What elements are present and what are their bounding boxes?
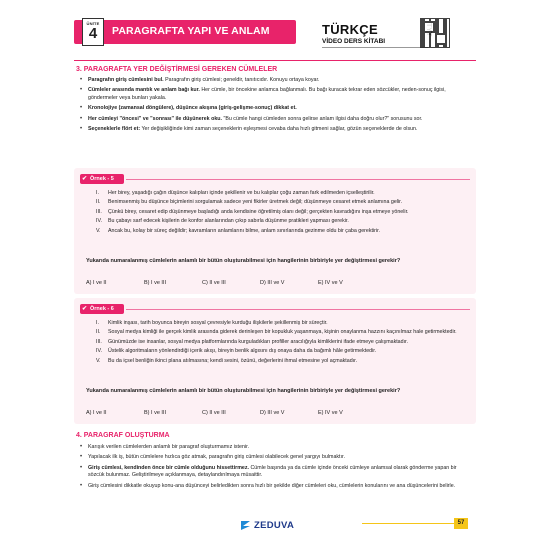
option-d[interactable]: D) III ve V bbox=[260, 280, 285, 286]
list-item: III. Çünkü birey, cesaret edip düşünmeye başladığı anda kendisine öğretilmiş olanı değil; gerçekten kavradığını inşa etmeye yönelir. bbox=[96, 208, 409, 215]
example-divider bbox=[126, 179, 470, 180]
list-item: V. Ancak bu, kolay bir süreç değildir; kavramların anlamlarını bilme, anlam sınırlarında gezinme oldu bir çaba gerektirir. bbox=[96, 227, 381, 234]
list-item: I. Her birey, yaşadığı çağın düşünce kalıpları içinde şekillenir ve bu kalıplar çoğu zaman fark edilmeden içselleştirilir. bbox=[96, 190, 375, 196]
list-item: II. Sosyal medya kimliği ile gerçek kimlik arasında giderek derinleşen bir kopukluk yaşanmaya, kişinin onaylanma hazzını kaçınılmaz hale getirmektedir. bbox=[96, 329, 457, 336]
example-divider bbox=[126, 309, 470, 310]
list-item: IV. Bu çabayı sarf edecek kişilerin de konfor alanlarından çıkıp sabırla düşünme pratikleri yapması gerekir. bbox=[96, 218, 349, 225]
page-number: 57 bbox=[454, 518, 468, 529]
list-item: • Giriş cümlesi, kendinden önce bir cümle olduğunu hissettirmez. Cümle başında ya da cümle içinde önceki cümleye anlamsal olarak gönderme yapan bir sözcük bulunmaz. Geliştirilmeye açıklanmaya, detaylandırılmaya müsaittir. bbox=[80, 465, 470, 480]
page-header bbox=[74, 18, 478, 58]
unit-label: ÜNİTE bbox=[86, 21, 100, 26]
example-5-options bbox=[86, 280, 466, 286]
example-6-options bbox=[86, 410, 466, 416]
header-divider bbox=[74, 60, 476, 61]
option-c[interactable]: C) II ve III bbox=[202, 280, 226, 286]
section-3-list bbox=[80, 77, 470, 137]
check-icon: ✔ bbox=[82, 306, 88, 312]
list-item: III. Günümüzde ise insanlar, sosyal medya platformlarında kurguladıkları profiller aracılığıyla kimliklerini ifade etmeye çalışmaktadır. bbox=[96, 338, 408, 345]
logo-text: ZEDUVA bbox=[254, 520, 295, 531]
example-6-question: Yukarıda numaralanmış cümlelerin anlamlı bir bütün oluşturabilmesi için hangilerinin birbiriyle yer değiştirmesi gerekir? bbox=[86, 388, 401, 394]
list-item: • Her cümleyi "öncesi" ve "sonrası" ile düşünerek oku. "Bu cümle hangi cümleden sonra gelirse anlam ilgisi daha doğru olur?" sorusunu sor. bbox=[80, 116, 470, 123]
brand-sub: VİDEO DERS KİTABI bbox=[322, 38, 386, 45]
example-5-box bbox=[74, 168, 476, 294]
option-e[interactable]: E) IV ve V bbox=[318, 410, 343, 416]
list-item: • Paragrafın giriş cümlesini bul. Paragrafın giriş cümlesi; geneldir, tanıtıcıdır. Konuyu ortaya koyar. bbox=[80, 77, 470, 84]
option-c[interactable]: C) II ve III bbox=[202, 410, 226, 416]
qr-code-icon[interactable] bbox=[420, 18, 450, 48]
list-item: • Karışık verilen cümlelerden anlamlı bir paragraf oluşturmamız istenir. bbox=[80, 444, 470, 451]
list-item: I. Kimlik inşası, tarih boyunca bireyin sosyal çevresiyle kurduğu ilişkilerle şekillenmiş bir süreçtir. bbox=[96, 320, 328, 326]
list-item: V. Bu da içsel benliğin ikinci plana atılmasına; kendi sesini, özünü, değerlerini ihmal etmesine yol açmaktadır. bbox=[96, 357, 358, 364]
unit-box bbox=[82, 18, 104, 46]
section-3-title: 3. PARAGRAFTA YER DEĞİŞTİRMESİ GEREKEN CÜMLELER bbox=[76, 66, 278, 73]
example-6-badge: ✔ Örnek - 6 bbox=[80, 304, 124, 314]
zeduva-logo-icon bbox=[240, 520, 251, 531]
option-e[interactable]: E) IV ve V bbox=[318, 280, 343, 286]
chapter-title: PARAGRAFTA YAPI VE ANLAM bbox=[112, 25, 270, 37]
page bbox=[72, 10, 478, 538]
section-4-title: 4. PARAGRAF OLUŞTURMA bbox=[76, 432, 170, 439]
page-number-rule bbox=[362, 523, 454, 524]
list-item: • Cümleler arasında mantık ve anlam bağı kur. Her cümle, bir öncekine anlamca bağlanmalı. Bu bağı kuracak tekrar eden sözcükler, neden-sonuç ilgisi, göndermeler veya bunları yakala. bbox=[80, 87, 470, 102]
option-a[interactable]: A) I ve II bbox=[86, 410, 107, 416]
list-item: • Giriş cümlesini dikkatle okuyup konu-ana düşünceyi belirledikten sonra hızlı bir şekilde diğer cümleleri oku, cümlelerin konularını ve ana düşüncelerini belirle. bbox=[80, 483, 470, 490]
option-a[interactable]: A) I ve II bbox=[86, 280, 107, 286]
option-b[interactable]: B) I ve III bbox=[144, 280, 167, 286]
list-item: • Seçeneklerle flört et: Yer değişikliğinde kimi zaman seçeneklerin eşleşmesi cevaba daha hızlı gitmeni sağlar, gözün seçeneklerde de olsun. bbox=[80, 126, 470, 133]
brand-divider bbox=[322, 47, 428, 48]
list-item: IV. Üstelik algoritmaların yönlendirdiği içerik akışı, bireyin benlik algısını dış onaya daha da bağımlı hâle getirmektedir. bbox=[96, 348, 377, 355]
example-5-sentences bbox=[96, 190, 466, 237]
example-5-question: Yukarıda numaralanmış cümlelerin anlamlı bir bütün oluşturabilmesi için hangilerinin birbiriyle yer değiştirmesi gerekir? bbox=[86, 258, 401, 264]
example-5-badge: ✔ Örnek - 5 bbox=[80, 174, 124, 184]
option-d[interactable]: D) III ve V bbox=[260, 410, 285, 416]
brand-main: TÜRKÇE bbox=[322, 22, 378, 37]
option-b[interactable]: B) I ve III bbox=[144, 410, 167, 416]
list-item: II. Benimsenmiş bu düşünce biçimlerini sorgulamak sadece yeni fikirler üretmek değil; düşünmeye cesaret etmek anlamına gelir. bbox=[96, 199, 403, 206]
publisher-logo bbox=[240, 520, 310, 532]
list-item: • Yapılacak ilk iş, bütün cümlelere hızlıca göz atmak, paragrafın giriş cümlesi olabilecek genel yargıyı bulmaktır. bbox=[80, 454, 470, 461]
example-6-sentences bbox=[96, 320, 466, 367]
section-4-list bbox=[80, 444, 470, 493]
example-6-box bbox=[74, 298, 476, 424]
check-icon: ✔ bbox=[82, 176, 88, 182]
unit-number: 4 bbox=[88, 25, 98, 42]
list-item: • Kronolojiye (zamansal döngülere), düşünce akışına (giriş-gelişme-sonuç) dikkat et. bbox=[80, 105, 470, 112]
